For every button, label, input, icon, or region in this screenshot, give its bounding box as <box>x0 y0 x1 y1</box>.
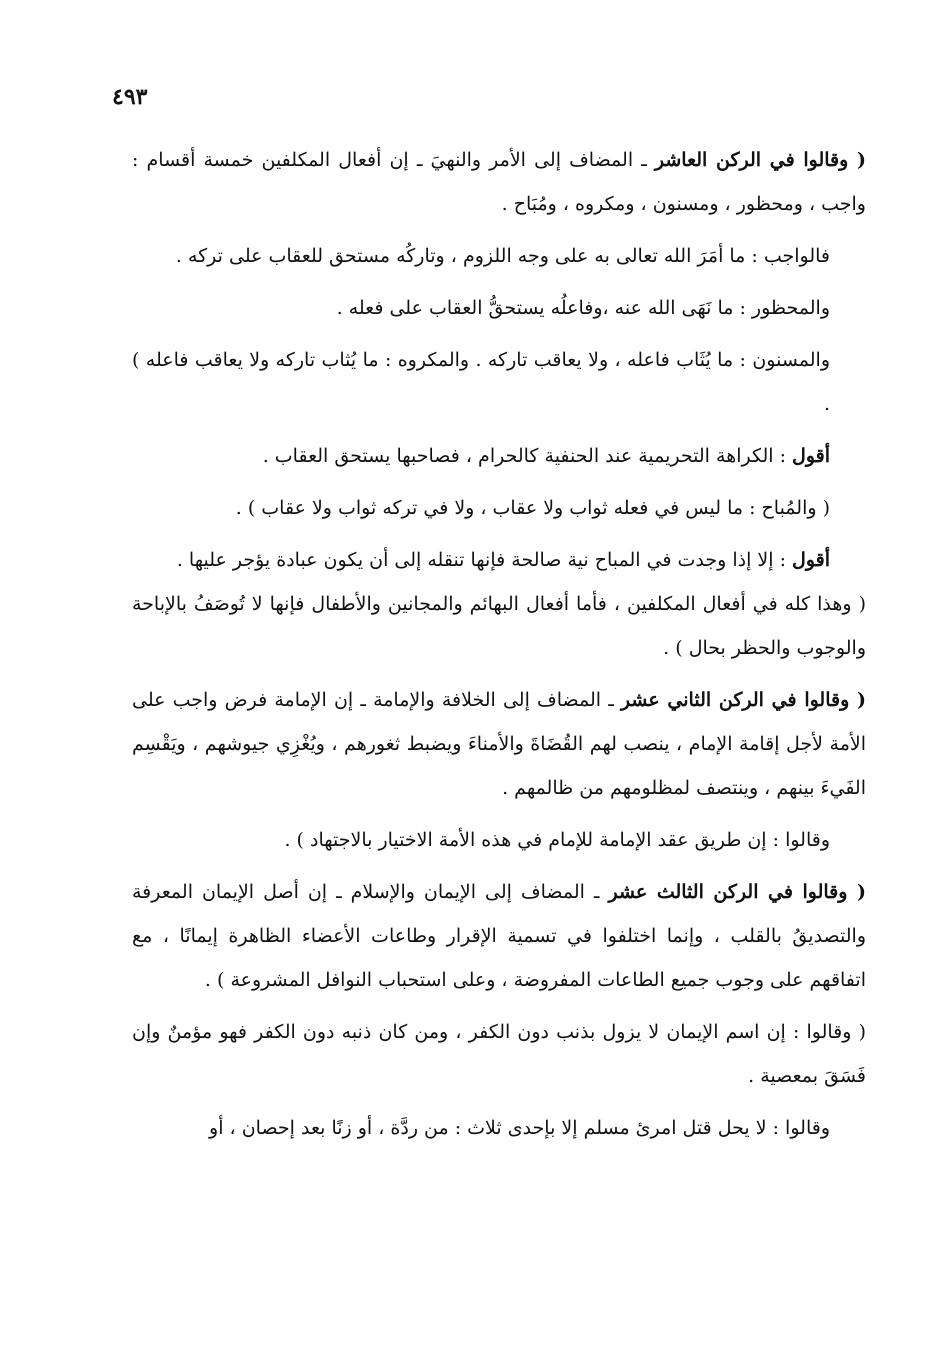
body-text <box>132 138 866 1158</box>
paragraph-10 <box>132 818 866 862</box>
paragraph-7 <box>132 538 866 582</box>
paragraph-13 <box>132 1106 866 1150</box>
paragraph-text: ـ المضاف إلى الإيمان والإسلام ـ إن أصل الإيمان المعرفة والتصديقُ بالقلب ، وإنما اختلفوا في تسمية الإقرار وطاعات الأعضاء الظاهرة إيمانًا ، مع اتفاقهم على وجوب جميع الطاعات المفروضة ، وعلى استحباب النوافل المشروعة ) . <box>132 881 866 991</box>
paragraph-text: فالواجب : ما أمَرَ الله تعالى به على وجه اللزوم ، وتاركُه مستحق للعقاب على تركه . <box>175 245 830 267</box>
paragraph-text: : الكراهة التحريمية عند الحنفية كالحرام ، فصاحبها يستحق العقاب . <box>262 445 793 467</box>
paragraph-8 <box>132 582 866 670</box>
paragraph-2 <box>132 234 866 278</box>
page-number: ٤٩٣ <box>112 84 148 110</box>
paragraph-text: ( والمُباح : ما ليس في فعله ثواب ولا عقاب ، ولا في تركه ثواب ولا عقاب ) . <box>235 497 830 519</box>
paragraph-text: وقالوا : لا يحل قتل امرئ مسلم إلا بإحدى ثلاث : من ردَّة ، أو زنًا بعد إحصان ، أو <box>209 1117 830 1139</box>
paragraph-lead: ( وقالوا في الركن العاشر <box>654 149 866 171</box>
paragraph-text: : إلا إذا وجدت في المباح نية صالحة فإنها تنقله إلى أن يكون عبادة يؤجر عليها . <box>176 549 793 571</box>
paragraph-text: والمحظور : ما نَهَى الله عنه ،وفاعلُه يستحقُّ العقاب على فعله . <box>336 297 830 319</box>
paragraph-text: ( وقالوا : إن اسم الإيمان لا يزول بذنب دون الكفر ، ومن كان ذنبه دون الكفر فهو مؤمنٌ وإن فَسَقَ بمعصية . <box>132 1021 866 1087</box>
paragraph-lead: أقول <box>792 549 830 571</box>
paragraph-6 <box>132 486 866 530</box>
paragraph-text: ـ المضاف إلى الأمر والنهيَ ـ إن أفعال المكلفين خمسة أقسام : واجب ، ومحظور ، ومسنون ، ومكروه ، ومُبَاح . <box>132 149 866 215</box>
paragraph-1 <box>132 138 866 226</box>
paragraph-text: والمسنون : ما يُثَاب فاعله ، ولا يعاقب تاركه . والمكروه : ما يُثاب تاركه ولا يعاقب فاعله ) . <box>132 349 830 415</box>
paragraph-3 <box>132 286 866 330</box>
paragraph-lead: ( وقالوا في الركن الثاني عشر <box>620 689 866 711</box>
paragraph-text: ( وهذا كله في أفعال المكلفين ، فأما أفعال البهائم والمجانين والأطفال فإنها لا تُوصَفُ بالإباحة والوجوب والحظر بحال ) . <box>132 593 866 659</box>
paragraph-text: ـ المضاف إلى الخلافة والإمامة ـ إن الإمامة فرض واجب على الأمة لأجل إقامة الإمام ، ينصب لهم القُضَاةَ والأمناءَ ويضبط ثغورهم ، ويُغْزِي جيوشهم ، ويَقْسِم الفَيءَ بينهم ، وينتصف لمظلومهم من ظالمهم . <box>132 689 866 799</box>
paragraph-lead: ( وقالوا في الركن الثالث عشر <box>608 881 866 903</box>
paragraph-9 <box>132 678 866 810</box>
paragraph-5 <box>132 434 866 478</box>
paragraph-11 <box>132 870 866 1002</box>
paragraph-12 <box>132 1010 866 1098</box>
paragraph-4 <box>132 338 866 426</box>
paragraph-lead: أقول <box>792 445 830 467</box>
paragraph-text: وقالوا : إن طريق عقد الإمامة للإمام في هذه الأمة الاختيار بالاجتهاد ) . <box>284 829 830 851</box>
